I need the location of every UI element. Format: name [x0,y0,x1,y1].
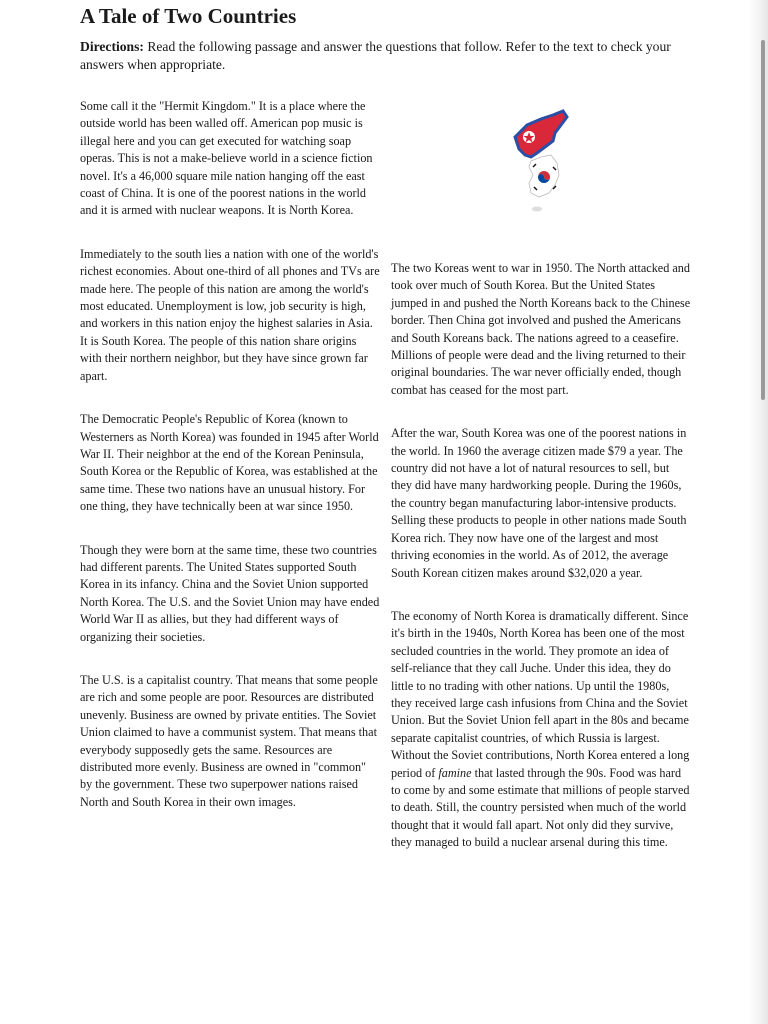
paragraph-korean-war: The two Koreas went to war in 1950. The North attacked and took over much of South Korea. But the United States jumped in and pushed the North Koreans back to the Chinese border. Then China got involved and pushed the Americans and South Koreans back. The nations agreed to a ceasefire. Millions of people were dead and the living returned to their original boundaries. The war never officially ended, though combat has ceased for the most part. [391,261,691,397]
scrollbar-thumb[interactable] [761,40,765,400]
paragraph-north-korea-economy-part2: that lasted through the 90s. Food was hard to come by and some estimate that millions of people starved to death. Still, the country persisted when much of the world thought that it would fall apart. Not only did they survive, they managed to build a nuclear arsenal during this time. [391,765,690,850]
paragraph-hermit-kingdom: Some call it the "Hermit Kingdom." It is a place where the outside world has been walled off. American pop music is illegal here and you can get executed for watching soap operas. This is not a make-believe world in a science fiction novel. It's a 46,000 square mile nation hanging off the east coast of China. It is one of the poorest nations in the world and it is armed with nuclear weapons. It is North Korea. [80,99,373,218]
directions-label: Directions: [80,39,144,54]
paragraph-different-parents: Though they were born at the same time, these two countries had different parents. The United States supported South Korea in its infancy. China and the Soviet Union supported North Korea. The U.S. and the Soviet Union may have ended World War II as allies, but they had different ways of organizing their societies. [80,542,380,644]
directions-text [80,38,690,74]
paragraph-founding: The Democratic People's Republic of Korea (known to Westerners as North Korea) was founded in 1945 after World War II. Their neighbor at the end of the Korean Peninsula, South Korea or the Republic of Korea, was established at the same time. These two nations have an unusual history. For one thing, they have technically been at war since 1950. [80,412,379,514]
korea-map-icon [505,105,575,215]
paragraph-north-korea-economy [391,608,691,852]
right-column [391,260,691,870]
directions-body: Read the following passage and answer the questions that follow. Refer to the text to check your answers when appropriate. [80,39,671,72]
korea-flag-map-image [505,105,575,215]
paragraph-north-korea-economy-part1: The economy of North Korea is dramatically different. Since it's birth in the 1940s, North Korea has been one of the most secluded countries in the world. They promote an idea of self-reliance that they call Juche. Under this idea, they do little to no trading with other nations. Up until the 1980s, they received large cash infusions from China and the Soviet Union. But the Soviet Union fell apart in the 80s and became separate capitalist countries, of which Russia is largest. Without the Soviet contributions, North Korea entered a long period of [391,608,690,780]
paragraph-south-korea: Immediately to the south lies a nation with one of the world's richest economies. About one-third of all phones and TVs are made here. The people of this nation are among the world's most educated. Unemployment is low, job security is high, and workers in this nation enjoy the highest salaries in Asia. It is South Korea. The people of this nation share origins with their northern neighbor, but they have since grown far apart. [80,246,380,383]
famine-emphasis: famine [438,765,472,780]
page-title: A Tale of Two Countries [80,4,297,28]
left-column [80,98,380,829]
page-edge-shadow [748,0,768,1024]
paragraph-south-korea-economy: After the war, South Korea was one of the poorest nations in the world. In 1960 the average citizen made $79 a year. The country did not have a lot of natural resources to sell, but they did have many hardworking people. During the 1960s, the country began manufacturing labor-intensive products. Selling these products to people in other nations made South Korea rich. They now have one of the largest and most thriving economies in the world. As of 2012, the average South Korean citizen makes around $32,020 a year. [391,426,687,580]
paragraph-capitalism-communism: The U.S. is a capitalist country. That means that some people are rich and some people are poor. Resources are distributed unevenly. Business are owned by private entities. The Soviet Union claimed to have a communist system. That means that everybody supposedly gets the same. Resources are distributed more evenly. Business are owned in "common" by the government. These two superpower nations raised North and South Korea in their own images. [80,672,378,809]
